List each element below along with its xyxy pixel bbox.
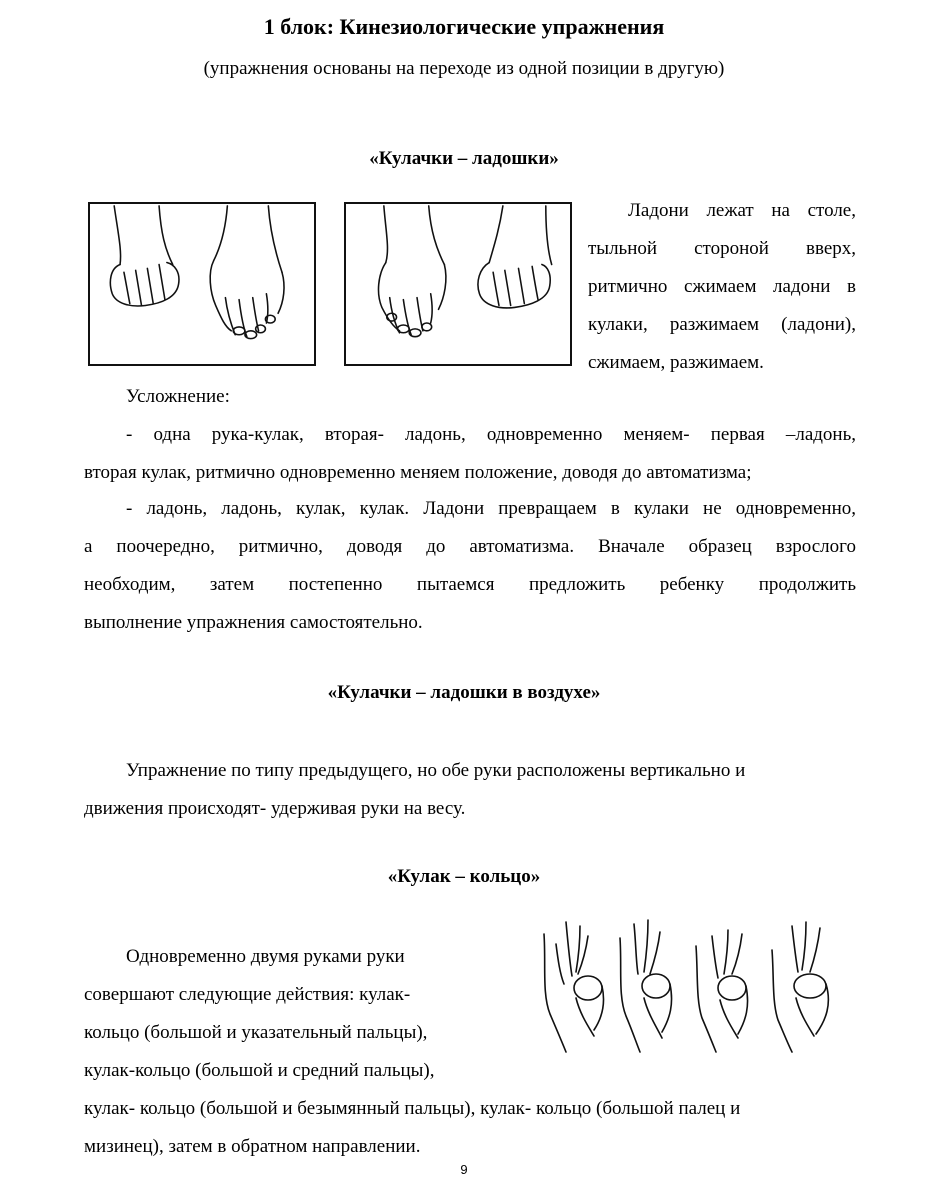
page-number: 9 <box>460 1162 468 1177</box>
text-line: Упражнение по типу предыдущего, но обе руки расположены вертикально и <box>126 760 746 781</box>
text-line: движения происходят- удерживая руки на весу. <box>84 798 466 819</box>
text-line: - одна рука-кулак, вторая- ладонь, одновременно меняем- первая –ладонь, <box>126 424 856 445</box>
complication-item-2 <box>84 490 856 642</box>
text-line: кольцо (большой и указательный пальцы), <box>84 1022 428 1043</box>
text-line: выполнение упражнения самостоятельно. <box>84 612 423 633</box>
fist-ring-description <box>84 938 856 1166</box>
complication-label <box>126 378 426 416</box>
page-subtitle: (упражнения основаны на переходе из одной позиции в другую) <box>203 58 725 79</box>
text-line: необходим, затем постепенно пытаемся предложить ребенку продолжить <box>84 574 856 595</box>
complication-label-text: Усложнение: <box>126 386 230 407</box>
description-line: тыльной стороной вверх, <box>588 238 856 259</box>
section-heading-fists-palms: «Кулачки – ладошки» <box>369 148 559 169</box>
section-heading-fists-palms-air: «Кулачки – ладошки в воздухе» <box>327 682 601 703</box>
text-line: мизинец), затем в обратном направлении. <box>84 1136 421 1157</box>
hand-drawing-icon <box>90 204 314 364</box>
fists-palms-air-description <box>84 752 856 828</box>
complication-item-1 <box>84 416 856 492</box>
section-heading-fist-ring: «Кулак – кольцо» <box>387 866 541 887</box>
text-line: а поочередно, ритмично, доводя до автоматизма. Вначале образец взрослого <box>84 536 856 557</box>
hands-illustration-right <box>344 202 572 366</box>
text-line: Одновременно двумя руками руки <box>126 946 405 967</box>
text-line: кулак- кольцо (большой и безымянный пальцы), кулак- кольцо (большой палец и <box>84 1098 741 1119</box>
description-line: ритмично сжимаем ладони в <box>588 276 856 297</box>
hand-drawing-icon <box>346 204 570 364</box>
text-line: вторая кулак, ритмично одновременно меняем положение, доводя до автоматизма; <box>84 462 752 483</box>
fists-palms-description <box>588 192 856 382</box>
text-line: совершают следующие действия: кулак- <box>84 984 411 1005</box>
text-line: - ладонь, ладонь, кулак, кулак. Ладони превращаем в кулаки не одновременно, <box>126 498 856 519</box>
hands-illustration-left <box>88 202 316 366</box>
text-line: кулак-кольцо (большой и средний пальцы), <box>84 1060 435 1081</box>
description-line: сжимаем, разжимаем. <box>588 352 764 373</box>
page-title: 1 блок: Кинезиологические упражнения <box>263 14 665 39</box>
description-line: Ладони лежат на столе, <box>628 200 856 221</box>
description-line: кулаки, разжимаем (ладони), <box>588 314 856 335</box>
